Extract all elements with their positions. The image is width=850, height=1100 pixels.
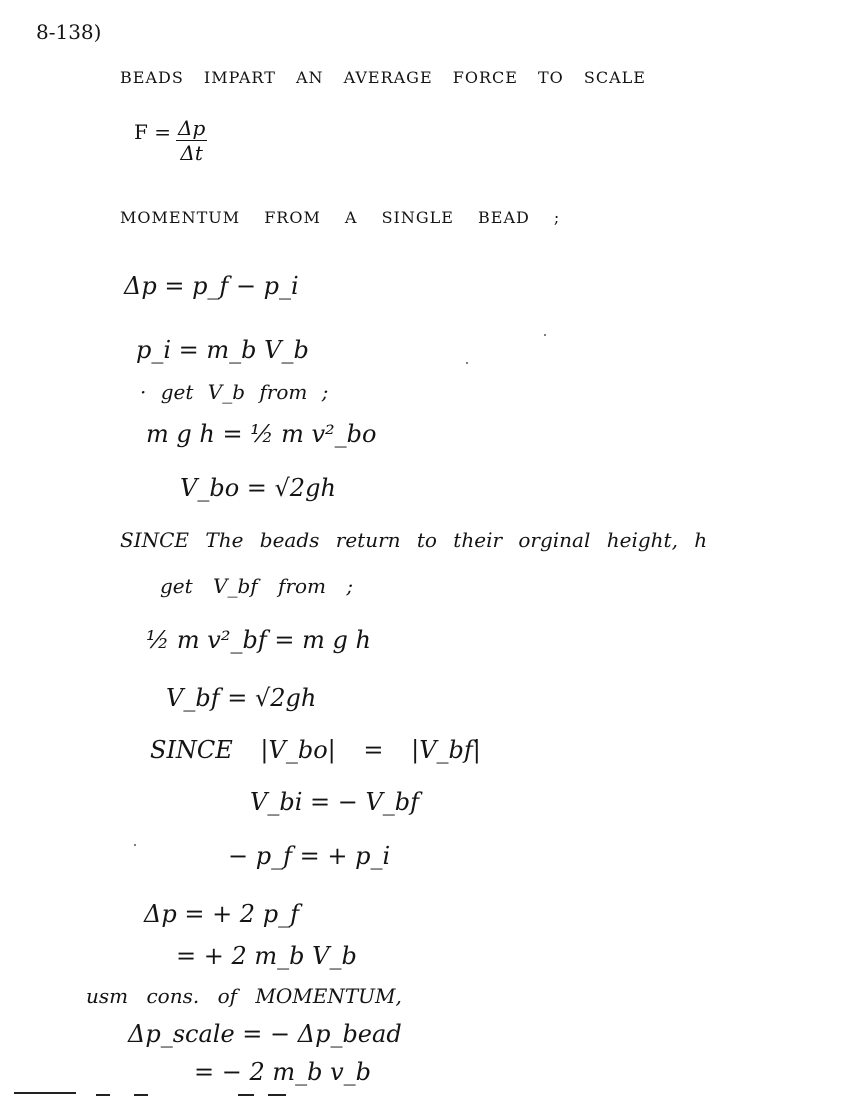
bottom-rule-1 — [14, 1092, 76, 1094]
dp-scale-2: = − 2 m_b v_b — [194, 1058, 372, 1086]
since-return-line: SINCE The beads return to their orginal height, h — [120, 528, 708, 552]
bottom-rule-3 — [134, 1094, 148, 1096]
p-equation: − p_f = + p_i — [228, 842, 391, 870]
force-lhs: F = — [134, 120, 171, 144]
dp-definition: Δp = p_f − p_i — [124, 272, 299, 300]
cons-momentum-line: usm cons. of MOMENTUM, — [86, 984, 402, 1008]
dp-scale: Δp_scale = − Δp_bead — [128, 1020, 402, 1048]
force-denominator: Δt — [180, 141, 203, 165]
stray-mark-2 — [544, 334, 546, 336]
get-vbf-line: get V_bf from ; — [160, 574, 354, 598]
force-numerator: Δp — [178, 116, 206, 140]
vbo-result: V_bo = √2gh — [180, 474, 336, 502]
vbi-equation: V_bi = − V_bf — [250, 788, 420, 816]
momentum-heading: MOMENTUM FROM A SINGLE BEAD ; — [120, 208, 561, 227]
since-equal-line: SINCE |V_bo| = |V_bf| — [150, 736, 481, 764]
dp-result-1: Δp = + 2 p_f — [144, 900, 299, 928]
vbf-result: V_bf = √2gh — [166, 684, 317, 712]
stray-mark-1 — [466, 362, 468, 364]
force-fraction — [176, 116, 207, 165]
intro-line: BEADS IMPART AN AVERAGE FORCE TO SCALE — [120, 68, 646, 87]
get-vb-line: · get V_b from ; — [140, 380, 329, 404]
pi-definition: p_i = m_b V_b — [136, 336, 309, 364]
bottom-rule-4 — [238, 1094, 254, 1096]
energy-final: ½ m v²_bf = m g h — [146, 626, 371, 654]
stray-mark-3 — [134, 844, 136, 846]
energy-initial: m g h = ½ m v²_bo — [146, 420, 377, 448]
dp-result-2: = + 2 m_b V_b — [176, 942, 357, 970]
problem-number: 8-138) — [36, 20, 102, 44]
bottom-rule-5 — [268, 1094, 286, 1096]
bottom-rule-2 — [96, 1094, 110, 1096]
